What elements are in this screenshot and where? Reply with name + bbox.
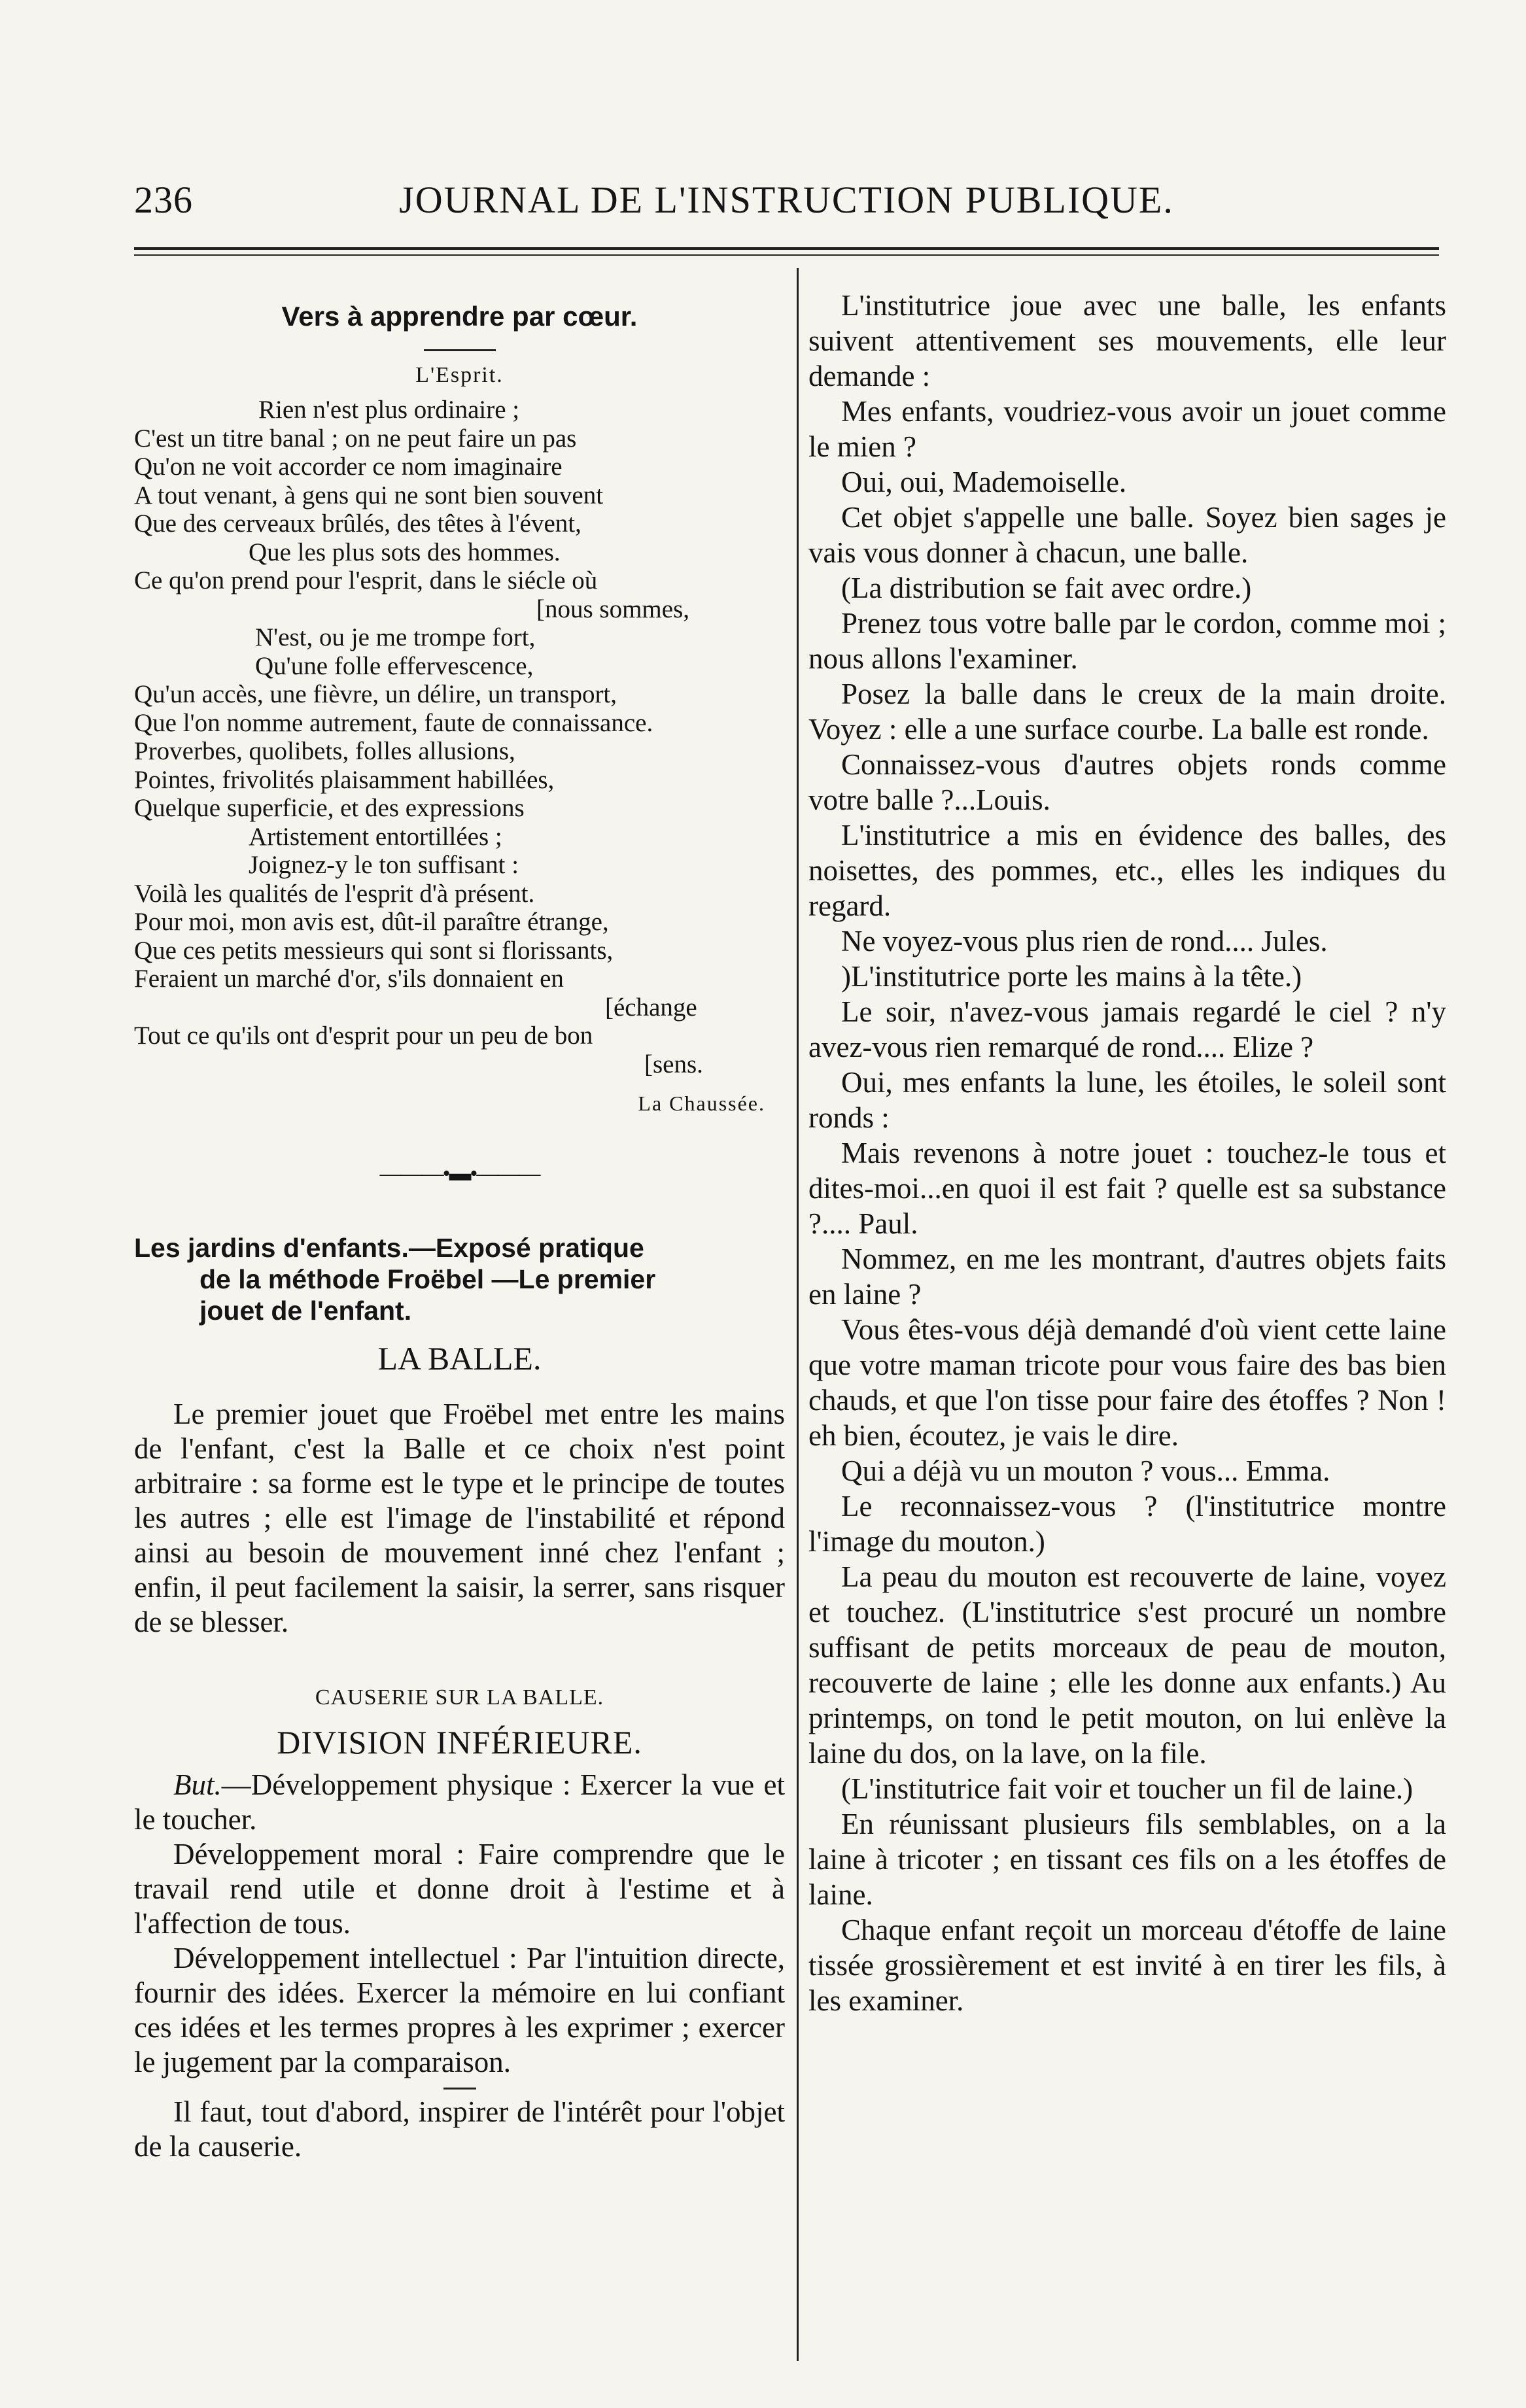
- header-rule-thick: [134, 247, 1439, 250]
- poem-title: L'Esprit.: [415, 363, 504, 387]
- dialogue-paragraph: Mais revenons à notre jouet : touchez-le tous et dites-moi...en quoi il est fait ? quelle est sa substance ?.... Paul.: [808, 1137, 1446, 1240]
- poem-line: Qu'une folle effervescence,: [255, 651, 534, 680]
- article-title-line: jouet de l'enfant.: [199, 1296, 412, 1326]
- dialogue-paragraph: L'institutrice a mis en évidence des balles, des noisettes, des pommes, etc., elles les indiques du regard.: [808, 819, 1446, 922]
- dialogue-paragraph: )L'institutrice porte les mains à la tête.): [841, 960, 1302, 993]
- page-number: 236: [134, 179, 193, 221]
- division-heading: DIVISION INFÉRIEURE.: [277, 1724, 642, 1761]
- poem-line: Que les plus sots des hommes.: [249, 538, 561, 566]
- moral-paragraph: Développement moral : Faire comprendre que le travail rend utile et donne droit à l'estime et à l'affection de tous.: [134, 1838, 785, 1940]
- dialogue-paragraph: Mes enfants, voudriez-vous avoir un jouet comme le mien ?: [808, 395, 1446, 463]
- poem-line: Rien n'est plus ordinaire ;: [258, 396, 520, 424]
- poem-line: Quelque superficie, et des expressions: [134, 794, 525, 822]
- left-column: [134, 288, 785, 2164]
- dialogue-paragraph: (La distribution se fait avec ordre.): [841, 572, 1252, 604]
- dialogue-paragraph: Connaissez-vous d'autres objets ronds comme votre balle ?...Louis.: [808, 748, 1446, 816]
- final-paragraph: Il faut, tout d'abord, inspirer de l'intérêt pour l'objet de la causerie.: [134, 2095, 785, 2163]
- dialogue-paragraph: Vous êtes-vous déjà demandé d'où vient cette laine que votre maman tricote pour vous faire des bas bien chauds, et que l'on tisse pour faire des étoffes ? Non ! eh bien, écoutez, je vais le dire.: [808, 1313, 1446, 1452]
- dialogue-paragraph: La peau du mouton est recouverte de laine, voyez et touchez. (L'institutrice s'est procuré un nombre suffisant de petits morceaux de peau de mouton, recouverte de laine ; elle les donne aux enfants.) Au printemps, on tond le petit mouton, on lui enlève la laine du dos, on la lave, on la file.: [808, 1560, 1446, 1770]
- but-label: But.: [173, 1768, 222, 1801]
- poem-line: Feraient un marché d'or, s'ils donnaient en: [134, 965, 564, 993]
- poem-line: Voilà les qualités de l'esprit d'à présent.: [134, 879, 535, 908]
- dialogue-paragraph: Le reconnaissez-vous ? (l'institutrice montre l'image du mouton.): [808, 1490, 1446, 1558]
- poem-line: Que des cerveaux brûlés, des têtes à l'évent,: [134, 509, 581, 538]
- journal-title: JOURNAL DE L'INSTRUCTION PUBLIQUE.: [399, 179, 1174, 221]
- dialogue-paragraph: Chaque enfant reçoit un morceau d'étoffe de laine tissée grossièrement et est invité à en tirer les fils, à les examiner.: [808, 1914, 1446, 2017]
- poem-author: La Chaussée.: [638, 1092, 765, 1115]
- dialogue-paragraph: Posez la balle dans le creux de la main droite. Voyez : elle a une surface courbe. La balle est ronde.: [808, 678, 1446, 746]
- balle-heading: LA BALLE.: [377, 1340, 542, 1377]
- header-rule-thin: [134, 254, 1439, 256]
- poem-line: Pointes, frivolités plaisamment habillées,: [134, 765, 555, 794]
- article-title-line: de la méthode Froëbel —Le premier: [199, 1264, 656, 1294]
- poem-line: Proverbes, quolibets, folles allusions,: [134, 737, 515, 765]
- column-divider: [797, 268, 799, 2361]
- paragraph-separator-rule: [443, 2088, 476, 2090]
- poem-line: Qu'un accès, une fièvre, un délire, un transport,: [134, 680, 617, 708]
- article-title: [134, 1232, 785, 1326]
- dialogue-paragraph: Oui, oui, Mademoiselle.: [841, 466, 1127, 498]
- poem-line: [échange: [605, 993, 697, 1022]
- dialogue-paragraph: Prenez tous votre balle par le cordon, comme moi ; nous allons l'examiner.: [808, 607, 1446, 675]
- dialogue-paragraph: Nommez, en me les montrant, d'autres objets faits en laine ?: [808, 1243, 1446, 1311]
- poem-title-rule: [424, 349, 496, 351]
- poem-line: Pour moi, mon avis est, dût-il paraître étrange,: [134, 908, 609, 936]
- article-title-line: Les jardins d'enfants.—Exposé pratique: [134, 1233, 644, 1263]
- poem-line: Qu'on ne voit accorder ce nom imaginaire: [134, 453, 563, 481]
- dialogue-paragraph: En réunissant plusieurs fils semblables, on a la laine à tricoter ; en tissant ces fils on a les étoffes de laine.: [808, 1808, 1446, 1911]
- dialogue-paragraph: Ne voyez-vous plus rien de rond.... Jules.: [841, 925, 1328, 957]
- dialogue-paragraph: L'institutrice joue avec une balle, les enfants suivent attentivement ses mouvements, elle leur demande :: [808, 289, 1446, 392]
- poem: [134, 396, 785, 1078]
- but-text: —Développement physique : Exercer la vue et le toucher.: [134, 1768, 785, 1836]
- page-header: [134, 178, 1439, 230]
- poem-line: Que l'on nomme autrement, faute de connaissance.: [134, 708, 653, 737]
- poem-line: A tout venant, à gens qui ne sont bien souvent: [134, 481, 604, 509]
- poem-line: Joignez-y le ton suffisant :: [249, 851, 519, 879]
- dialogue-paragraph: Cet objet s'appelle une balle. Soyez bien sages je vais vous donner à chacun, une balle.: [808, 501, 1446, 569]
- intellectual-paragraph: Développement intellectuel : Par l'intuition directe, fournir des idées. Exercer la mémoire en lui confiant ces idées et les termes propres à les exprimer ; exercer le jugement par la comparaison.: [134, 1942, 785, 2078]
- dialogue-paragraph: Qui a déjà vu un mouton ? vous... Emma.: [841, 1454, 1330, 1487]
- poem-line: C'est un titre banal ; on ne peut faire un pas: [134, 424, 577, 453]
- dialogue-paragraph: Oui, mes enfants la lune, les étoiles, le soleil sont ronds :: [808, 1066, 1446, 1134]
- poem-line: Que ces petits messieurs qui sont si florissants,: [134, 936, 614, 965]
- poem-line: Ce qu'on prend pour l'esprit, dans le siécle où: [134, 566, 598, 594]
- poem-line: [sens.: [644, 1050, 703, 1078]
- causerie-heading: CAUSERIE SUR LA BALLE.: [315, 1685, 604, 1710]
- poem-line: N'est, ou je me trompe fort,: [255, 623, 536, 651]
- but-paragraph: [134, 1768, 785, 1837]
- poem-line: Artistement entortillées ;: [249, 822, 502, 851]
- intro-paragraph: Le premier jouet que Froëbel met entre les mains de l'enfant, c'est la Balle et ce choix n'est point arbitraire : sa forme est le type et le principe de toutes les autres ; elle est l'image de l'instabilité et répond ainsi au besoin de mouvement inné chez l'enfant ; enfin, il peut facilement la saisir, la serrer, sans risquer de se blesser.: [134, 1398, 785, 1638]
- dialogue-paragraph: (L'institutrice fait voir et toucher un fil de laine.): [841, 1772, 1413, 1805]
- section-ornament: ———•▬•———: [379, 1161, 540, 1186]
- right-column: [808, 288, 1446, 2018]
- poem-line: [nous sommes,: [536, 594, 689, 623]
- dialogue-paragraph: Le soir, n'avez-vous jamais regardé le ciel ? n'y avez-vous rien remarqué de rond.... Elize ?: [808, 995, 1446, 1063]
- poem-line: Tout ce qu'ils ont d'esprit pour un peu de bon: [134, 1022, 593, 1050]
- poem-section-title: Vers à apprendre par cœur.: [281, 301, 638, 332]
